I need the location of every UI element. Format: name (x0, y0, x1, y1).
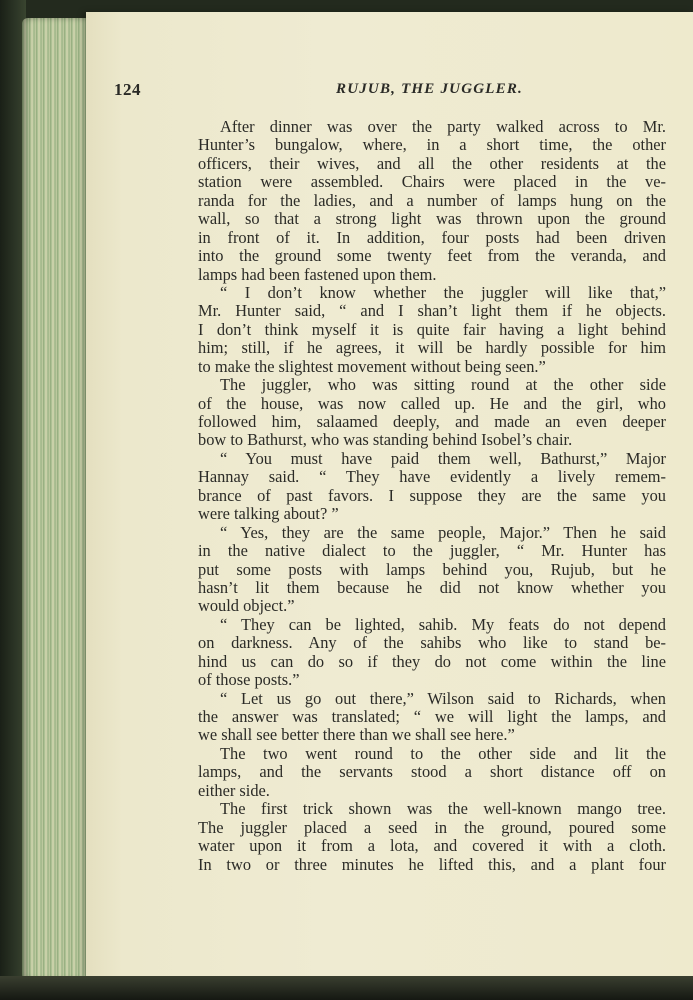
text-line: Hunter’s bungalow, where, in a short time, the other (198, 135, 666, 155)
running-head: RUJUB, THE JUGGLER. (336, 81, 523, 97)
text-line: in the native dialect to the juggler, “ Mr. Hunter has (198, 541, 666, 561)
text-line: hind us can do so if they do not come within the line (198, 651, 666, 671)
text-line: to make the slightest movement without being seen.” (198, 356, 546, 376)
text-line: were talking about? ” (198, 504, 339, 524)
text-line: on darkness. Any of the sahibs who like to stand be- (198, 633, 666, 653)
text-line: of the house, was now called up. He and the girl, who (198, 393, 666, 413)
text-line: officers, their wives, and all the other residents at the (198, 153, 666, 173)
text-line: lamps had been fastened upon them. (198, 264, 437, 284)
text-line: put some posts with lamps behind you, Rujub, but he (198, 559, 666, 579)
text-line: followed him, salaamed deeply, and made an even deeper (198, 412, 666, 431)
text-line: him; still, if he agrees, it will be hardly possible for him (198, 338, 666, 358)
text-line: The first trick shown was the well-known mango tree. (220, 799, 666, 819)
text-line: brance of past favors. I suppose they are the same you (198, 485, 666, 505)
text-line: water upon it from a lota, and covered it with a cloth. (198, 836, 666, 856)
text-line: In two or three minutes he lifted this, and a plant four (198, 854, 666, 874)
text-line: Hannay said. “ They have evidently a lively remem- (198, 467, 666, 487)
page-number: 124 (114, 80, 141, 99)
text-line: bow to Bathurst, who was standing behind Isobel’s chair. (198, 430, 573, 450)
page-header (114, 80, 666, 104)
text-line: I don’t think myself it is quite fair having a light behind (198, 319, 666, 339)
text-line: “ You must have paid them well, Bathurst,” Major (220, 448, 666, 468)
text-line: either side. (198, 780, 270, 800)
text-line: the answer was translated; “ we will light the lamps, and (198, 707, 666, 726)
text-line: After dinner was over the party walked across to Mr. (220, 117, 666, 136)
text-line: The two went round to the other side and lit the (220, 743, 666, 763)
text-line: into the ground some twenty feet from the veranda, and (198, 246, 666, 266)
text-line: “ Yes, they are the same people, Major.” Then he said (220, 522, 666, 542)
text-line: randa for the ladies, and a number of lamps hung on the (198, 190, 666, 210)
page-edges (22, 18, 94, 980)
text-line: Mr. Hunter said, “ and I shan’t light them if he objects. (198, 301, 666, 321)
text-line: hasn’t lit them because he did not know whether you (198, 577, 666, 597)
text-line: lamps, and the servants stood a short distance off on (198, 762, 666, 782)
text-line: “ I don’t know whether the juggler will like that,” (220, 282, 666, 302)
text-line: of those posts.” (198, 670, 300, 690)
text-line: The juggler placed a seed in the ground, poured some (198, 817, 666, 837)
text-line: would object.” (198, 596, 295, 616)
text-line: we shall see better there than we shall see here.” (198, 725, 515, 745)
text-line: in front of it. In addition, four posts had been driven (198, 227, 666, 247)
text-line: wall, so that a strong light was thrown upon the ground (198, 209, 666, 229)
text-line: “ They can be lighted, sahib. My feats do not depend (220, 614, 666, 634)
text-line: “ Let us go out there,” Wilson said to Richards, when (220, 688, 666, 708)
bottom-edge (0, 976, 693, 1000)
text-line: station were assembled. Chairs were placed in the ve- (198, 172, 666, 192)
text-line: The juggler, who was sitting round at the other side (220, 375, 666, 395)
body-text (198, 118, 666, 874)
